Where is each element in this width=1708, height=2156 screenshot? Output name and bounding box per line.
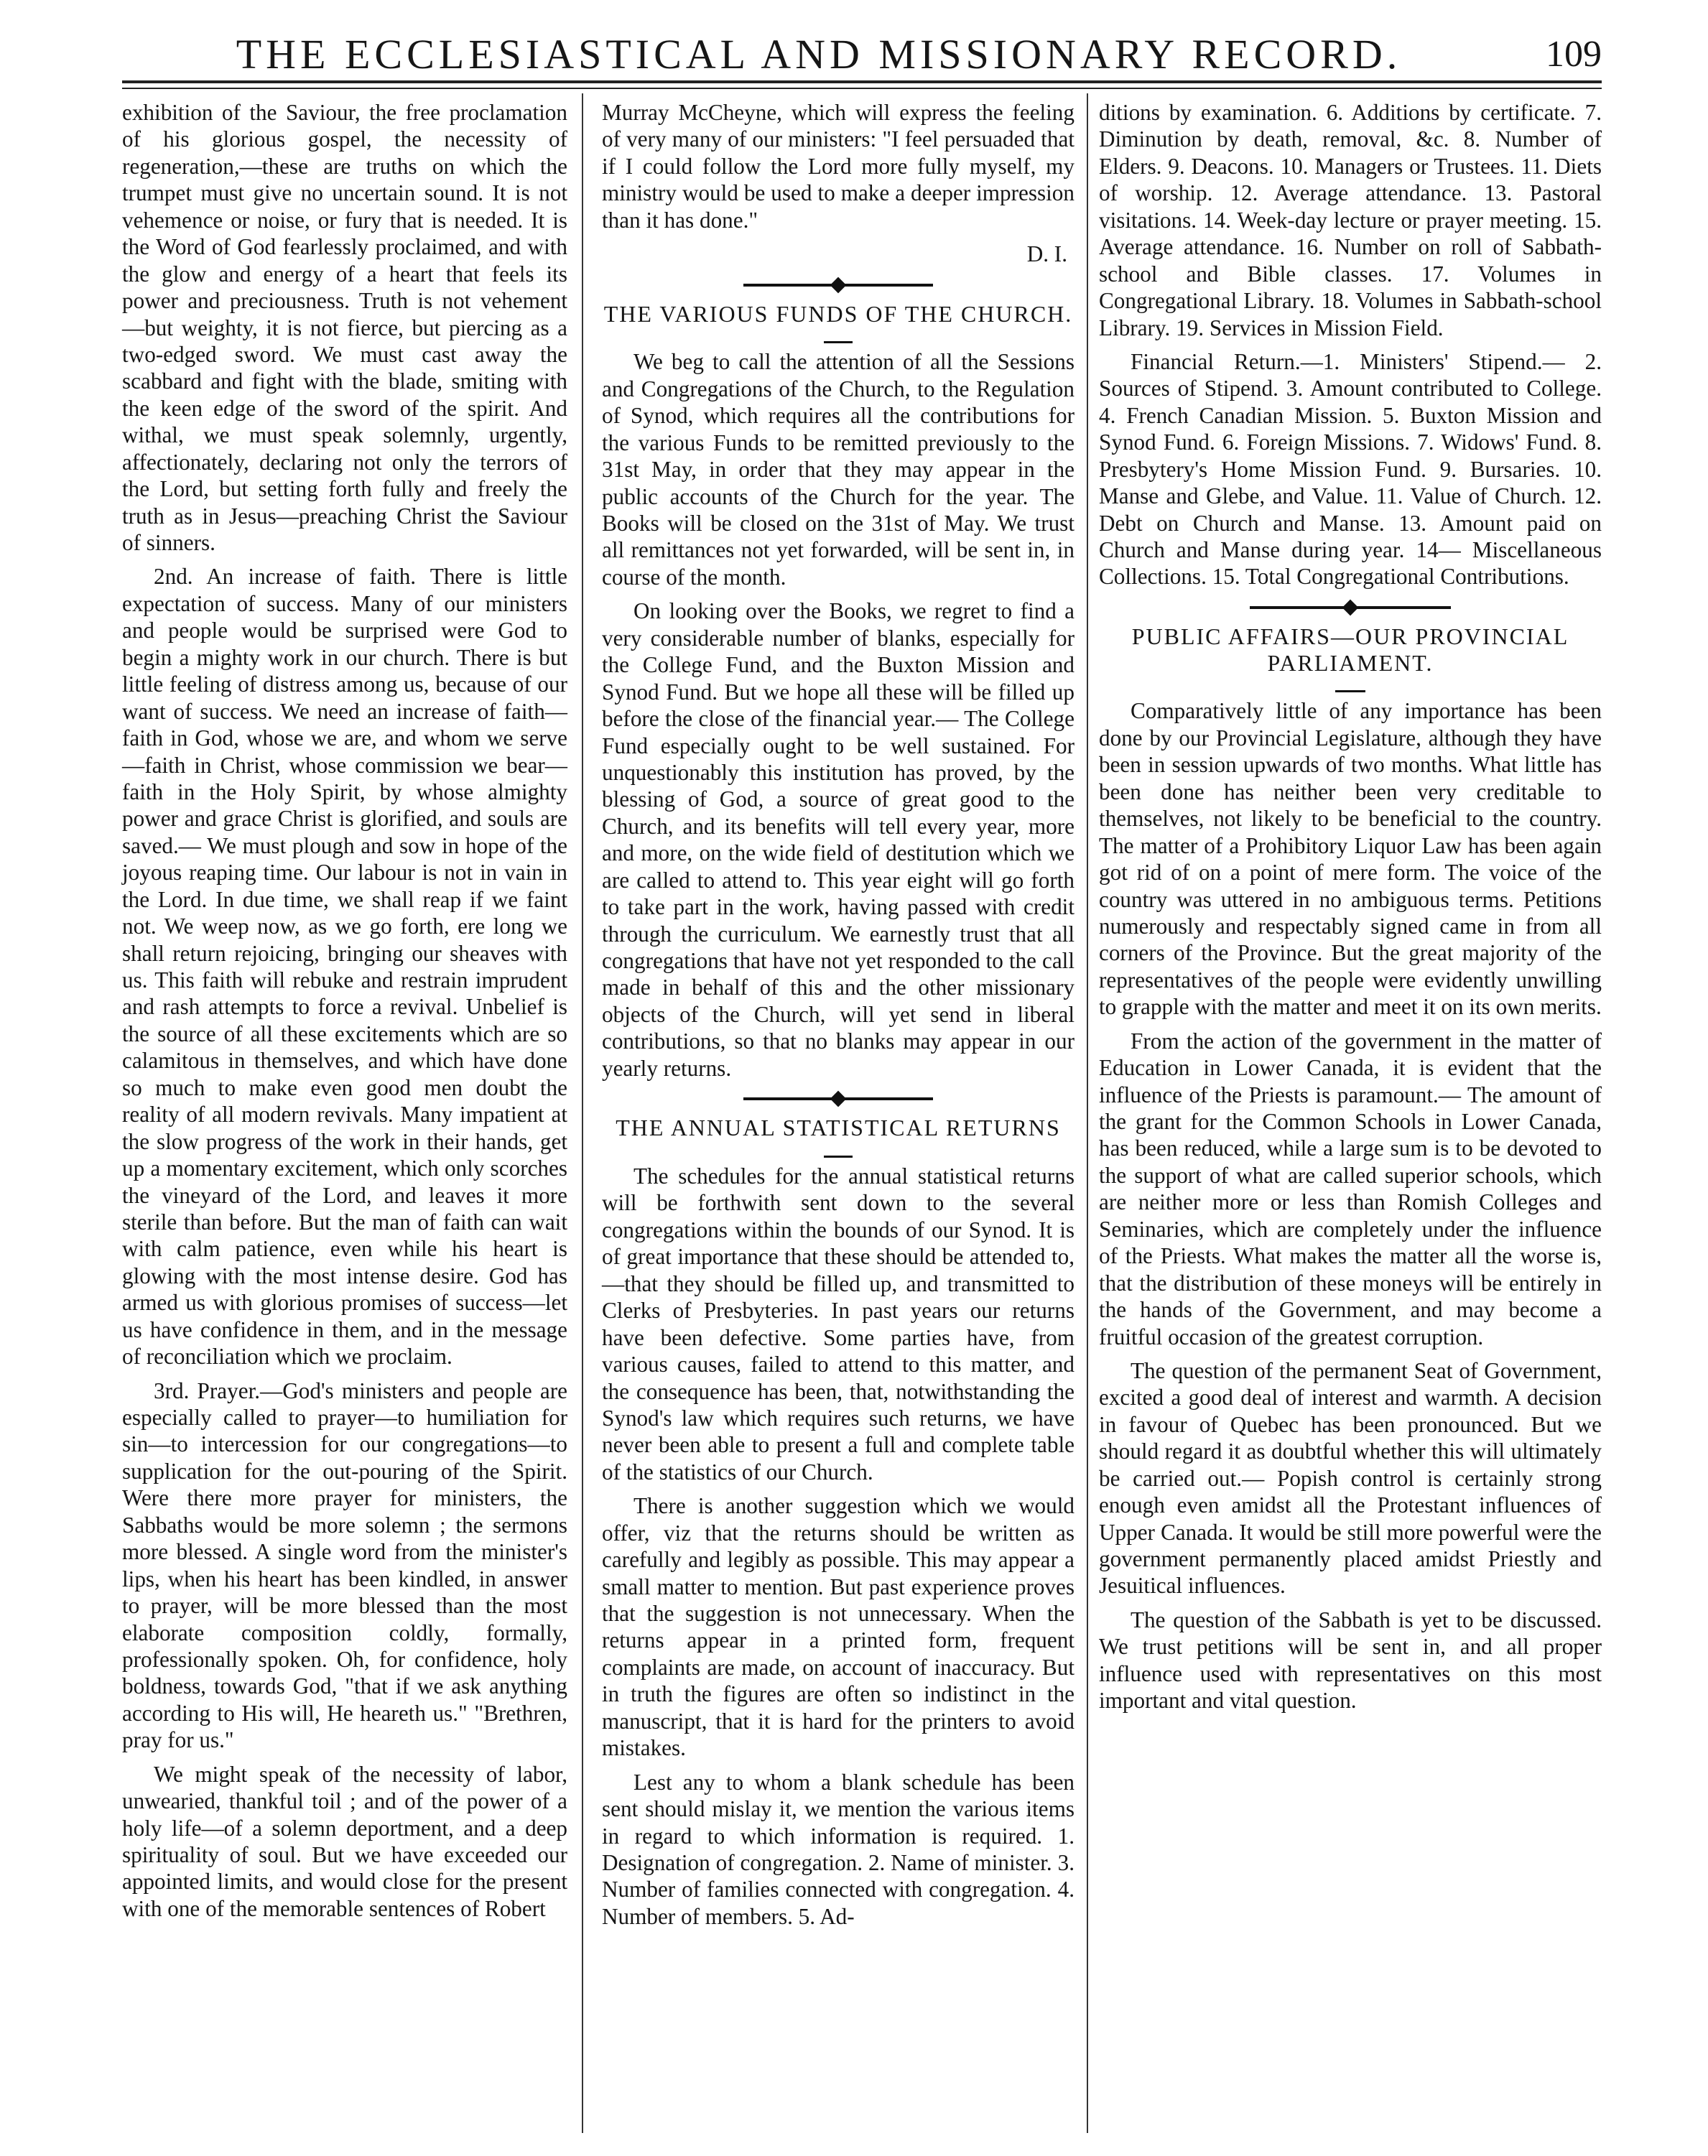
- short-rule: [602, 337, 1075, 348]
- paragraph: ditions by examination. 6. Additions by certificate. 7. Diminution by death, removal, &c. 8. Number of Elders. 9. Deacons. 10. Managers or Trustees. 11. Diets of worship. 12. Average attendance. 13. Pastoral visitations. 14. Week-day lecture or prayer meeting. 15. Average attendance. 16. Number on roll of Sabbath-school and Bible classes. 17. Volumes in Congregational Library. 18. Volumes in Sabbath-school Library. 19. Services in Mission Field.: [1099, 100, 1602, 340]
- paragraph: There is another suggestion which we would offer, viz that the returns should be written as carefully and legibly as possible. This may appear a small matter to mention. But past experience proves that the suggestion is not unnecessary. When the returns appear in a printed form, frequent complaints are made, on account of inaccuracy. But in truth the figures are often so indistinct in the manuscript, that it is hard for the printers to avoid mistakes.: [602, 1493, 1075, 1761]
- section-heading: THE VARIOUS FUNDS OF THE CHURCH.: [603, 300, 1073, 327]
- paragraph: Comparatively little of any importance has been done by our Provincial Legislature, although they have been in session upwards of two months. What little has been done has neither been very creditable to themselves, not likely to be beneficial to the country. The matter of a Prohibitory Liquor Law has been again got rid of on a point of mere form. The voice of the country was uttered in no ambiguous terms. Petitions numerously and respectably signed came in from all corners of the Province. But the great majority of the representatives of the people were evidently unwilling to grapple with the matter and meet it on its own merits.: [1099, 698, 1602, 1020]
- section-ornament: [602, 275, 1075, 294]
- paragraph: 3rd. Prayer.—God's ministers and people are especially called to prayer—to humiliation for sin—to intercession for our congregations—to supplication for the out-pouring of the Spirit. Were there more prayer for ministers, the Sabbaths would be more solemn ; the sermons more blessed. A single word from the minister's lips, when his heart has been kindled, in answer to prayer, will be more blessed than the most elaborate composition coldly, formally, professionally spoken. Oh, for confidence, holy boldness, towards God, "that if we ask anything according to His will, He heareth us." "Brethren, pray for us.": [122, 1377, 567, 1753]
- paragraph: The question of the Sabbath is yet to be discussed. We trust petitions will be sent in, and all proper influence used with representatives on this most important and vital question.: [1099, 1607, 1602, 1714]
- page-header: [122, 29, 1602, 80]
- column-divider: [1087, 93, 1088, 2133]
- signature: D. I.: [1026, 241, 1067, 267]
- header-rule: [122, 80, 1602, 83]
- page-number: 109: [1546, 34, 1602, 75]
- header-rule-thin: [122, 88, 1602, 89]
- column-2: [602, 99, 1075, 1937]
- section-heading: PUBLIC AFFAIRS—OUR PROVINCIAL PARLIAMENT.: [1131, 623, 1569, 676]
- column-1: [122, 99, 567, 1929]
- section-ornament: [602, 1089, 1075, 1107]
- section-ornament: [1099, 598, 1602, 616]
- paragraph: We beg to call the attention of all the Sessions and Congregations of the Church, to the Regulation of Synod, which requires all the contributions for the various Funds to be remitted previously to the 31st May, in order that they may appear in the public accounts of the Church for the year. The Books will be closed on the 31st of May. We trust all remittances not yet forwarded, will be sent in, in course of the month.: [602, 349, 1075, 590]
- short-rule: [1099, 686, 1602, 697]
- paragraph: Financial Return.—1. Ministers' Stipend.— 2. Sources of Stipend. 3. Amount contributed to College. 4. French Canadian Mission. 5. Buxton Mission and Synod Fund. 6. Foreign Missions. 7. Widows' Fund. 8. Presbytery's Home Mission Fund. 9. Bursaries. 10. Manse and Glebe, and Value. 11. Value of Church. 12. Debt on Church and Manse. 13. Amount paid on Church and Manse during year. 14— Miscellaneous Collections. 15. Total Congregational Contributions.: [1099, 348, 1602, 590]
- paragraph: Murray McCheyne, which will express the feeling of very many of our ministers: "I feel persuaded that if I could follow the Lord more fully myself, my ministry would be used to make a deeper impression than it has done.": [602, 100, 1075, 233]
- paragraph: 2nd. An increase of faith. There is little expectation of success. Many of our ministers and people would be surprised were God to begin a mighty work in our church. There is but little feeling of distress among us, because of our want of success. We need an increase of faith—faith in God, whose we are, and whom we serve—faith in Christ, whose commission we bear—faith in the Holy Spirit, by whose almighty power and grace Christ is glorified, and souls are saved.— We must plough and sow in hope of the joyous reaping time. Our labour is not in vain in the Lord. In due time, we shall reap if we faint not. We weep now, as we go forth, ere long we shall return rejoicing, bringing our sheaves with us. This faith will rebuke and restrain imprudent and rash attempts to force a revival. Unbelief is the source of all these excitements which are so calamitous in themselves, and which have done so much to make even good men doubt the reality of all modern revivals. Many impatient at the slow progress of the work in their hands, get up a momentary excitement, which only scorches the vineyard of the Lord, and leaves it more sterile than before. But the man of faith can wait with calm patience, even while his heart is glowing with the most intense desire. God has armed us with glorious promises of success—let us have confidence in them, and in the message of reconciliation which we proclaim.: [122, 564, 567, 1370]
- paragraph: On looking over the Books, we regret to find a very considerable number of blanks, especially for the College Fund, and the Buxton Mission and Synod Fund. But we hope all these will be filled up before the close of the financial year.— The College Fund especially ought to be well sustained. For unquestionably this institution has proved, by the blessing of God, a source of great good to the Church, and its benefits will tell every year, more and more, on the wide field of destitution which we are called to attend to. This year eight will go forth to take part in the work, having passed with credit through the curriculum. We earnestly trust that all congregations that have not yet responded to the call made in behalf of this and the other missionary objects of the Church, will yet send in liberal contributions, so that no blanks may appear in our yearly returns.: [602, 598, 1075, 1081]
- section-heading: THE ANNUAL STATISTICAL RETURNS: [616, 1115, 1061, 1141]
- paragraph: We might speak of the necessity of labor, unwearied, thankful toil ; and of the power of a holy life—of a solemn deportment, and a deep spirituality of soul. But we have exceeded our appointed limits, and would close for the present with one of the memorable sentences of Robert: [122, 1761, 567, 1921]
- paragraph: From the action of the government in the matter of Education in Lower Canada, it is evident that the influence of the Priests is paramount.— The amount of the grant for the Common Schools in Lower Canada, has been reduced, while a large sum is to be devoted to the support of what are called superior schools, which are neither more or less than Romish Colleges and Seminaries, which are completely under the influence of the Priests. What makes the matter all the worse is, that the distribution of these moneys will be entirely in the hands of the Government, and may become a fruitful occasion of the greatest corruption.: [1099, 1028, 1602, 1349]
- short-rule: [602, 1151, 1075, 1163]
- paragraph: The question of the permanent Seat of Government, excited a good deal of interest and warmth. A decision in favour of Quebec has been pronounced. But we should regard it as doubtful whether this will ultimately be carried out.— Popish control is certainly strong enough even amidst all the Protestant influences of Upper Canada. It would be still more powerful were the government permanently placed amidst Priestly and Jesuitical influences.: [1099, 1357, 1602, 1599]
- running-title: THE ECCLESIASTICAL AND MISSIONARY RECORD.: [236, 31, 1402, 78]
- paragraph: exhibition of the Saviour, the free proclamation of his glorious gospel, the necessity of regeneration,—these are truths on which the trumpet must give no uncertain sound. It is not vehemence or noise, or fury that is needed. It is the Word of God fearlessly proclaimed, and with the glow and energy of a heart that feels its power and preciousness. Truth is not vehement —but weighty, it is not fierce, but piercing as a two-edged sword. We must cast away the scabbard and fight with the blade, smiting with the keen edge of the sword of the spirit. And withal, we must speak solemnly, urgently, affectionately, declaring not only the terrors of the Lord, but setting forth fully and freely the truth as in Jesus—preaching Christ the Saviour of sinners.: [122, 100, 567, 555]
- paragraph: The schedules for the annual statistical returns will be forthwith sent down to the several congregations within the bounds of our Synod. It is of great importance that these should be attended to,—that they should be filled up, and transmitted to Clerks of Presbyteries. In past years our returns have been defective. Some parties have, from various causes, failed to attend to this matter, and the consequence has been, that, notwithstanding the Synod's law which requires such returns, we have never been able to present a full and complete table of the statistics of our Church.: [602, 1163, 1075, 1484]
- paragraph: Lest any to whom a blank schedule has been sent should mislay it, we mention the various items in regard to which information is required. 1. Designation of congregation. 2. Name of minister. 3. Number of families connected with congregation. 4. Number of members. 5. Ad-: [602, 1769, 1075, 1929]
- column-divider: [582, 93, 583, 2133]
- column-3: [1099, 99, 1602, 1721]
